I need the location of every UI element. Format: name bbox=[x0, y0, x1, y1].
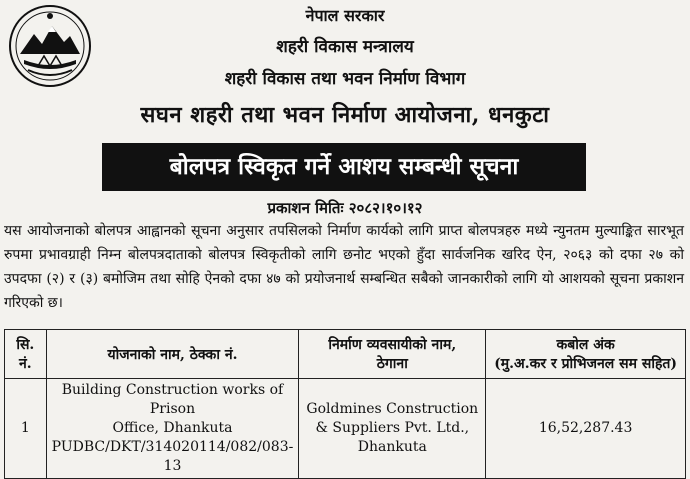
notice-title-banner: बोलपत्र स्विकृत गर्ने आशय सम्बन्धी सूचना bbox=[102, 143, 586, 191]
row-project-line1: Building Construction works of Prison bbox=[61, 382, 284, 417]
row-contractor-line2: & Suppliers Pvt. Ltd., bbox=[315, 420, 470, 436]
row-sn: 1 bbox=[5, 379, 47, 479]
header-contractor-line1: निर्माण व्यवसायीको नाम, bbox=[328, 337, 457, 353]
header-department: शहरी विकास तथा भवन निर्माण विभाग bbox=[224, 69, 466, 89]
header-sn: सि. नं. bbox=[5, 330, 47, 379]
header-amount-line1: कबोल अंक bbox=[556, 337, 615, 353]
publish-date: प्रकाशन मितिः २०८२।१०।१२ bbox=[267, 199, 423, 217]
header-amount bbox=[486, 330, 686, 379]
row-project-line2: Office, Dhankuta bbox=[112, 420, 233, 436]
row-project bbox=[46, 379, 299, 479]
header-government: नेपाल सरकार bbox=[305, 6, 385, 25]
header-project: योजनाको नाम, ठेक्का नं. bbox=[46, 330, 299, 379]
header-ministry: शहरी विकास मन्त्रालय bbox=[276, 37, 414, 57]
header-amount-line2: (मु.अ.कर र प्रोभिजनल सम सहित) bbox=[494, 356, 678, 372]
row-project-line3: PUDBC/DKT/314020114/082/083-13 bbox=[51, 439, 294, 474]
row-contractor bbox=[299, 379, 486, 479]
bid-table bbox=[4, 329, 686, 479]
table-header-row bbox=[5, 330, 686, 379]
header-contractor bbox=[299, 330, 486, 379]
row-contractor-line3: Dhankuta bbox=[357, 439, 427, 455]
row-amount: 16,52,287.43 bbox=[486, 379, 686, 479]
header-project-office: सघन शहरी तथा भवन निर्माण आयोजना, धनकुटा bbox=[140, 102, 550, 128]
header-contractor-line2: ठेगाना bbox=[376, 356, 408, 372]
row-contractor-line1: Goldmines Construction bbox=[306, 401, 479, 417]
table-row bbox=[5, 379, 686, 479]
notice-body: यस आयोजनाको बोलपत्र आह्वानको सूचना अनुसार तपसिलको निर्माण कार्यको लागि प्राप्त बोलपत्रहरु मध्ये न्युनतम मुल्याङ्कित सारभूत रुपमा प्रभावग्राही निम्न बोलपत्रदाताको बोलपत्र स्विकृतीको लागि छनोट भएको हुँदा सार्वजनिक खरिद ऐन, २०६३ को दफा २७ को उपदफा (२) र (३) बमोजिम तथा सोहि ऐनको दफा ४७ को प्रयोजनार्थ सम्बन्धित सबैको जानकारीको लागि यो आशयको सूचना प्रकाशन गरिएको छ। bbox=[4, 223, 684, 311]
